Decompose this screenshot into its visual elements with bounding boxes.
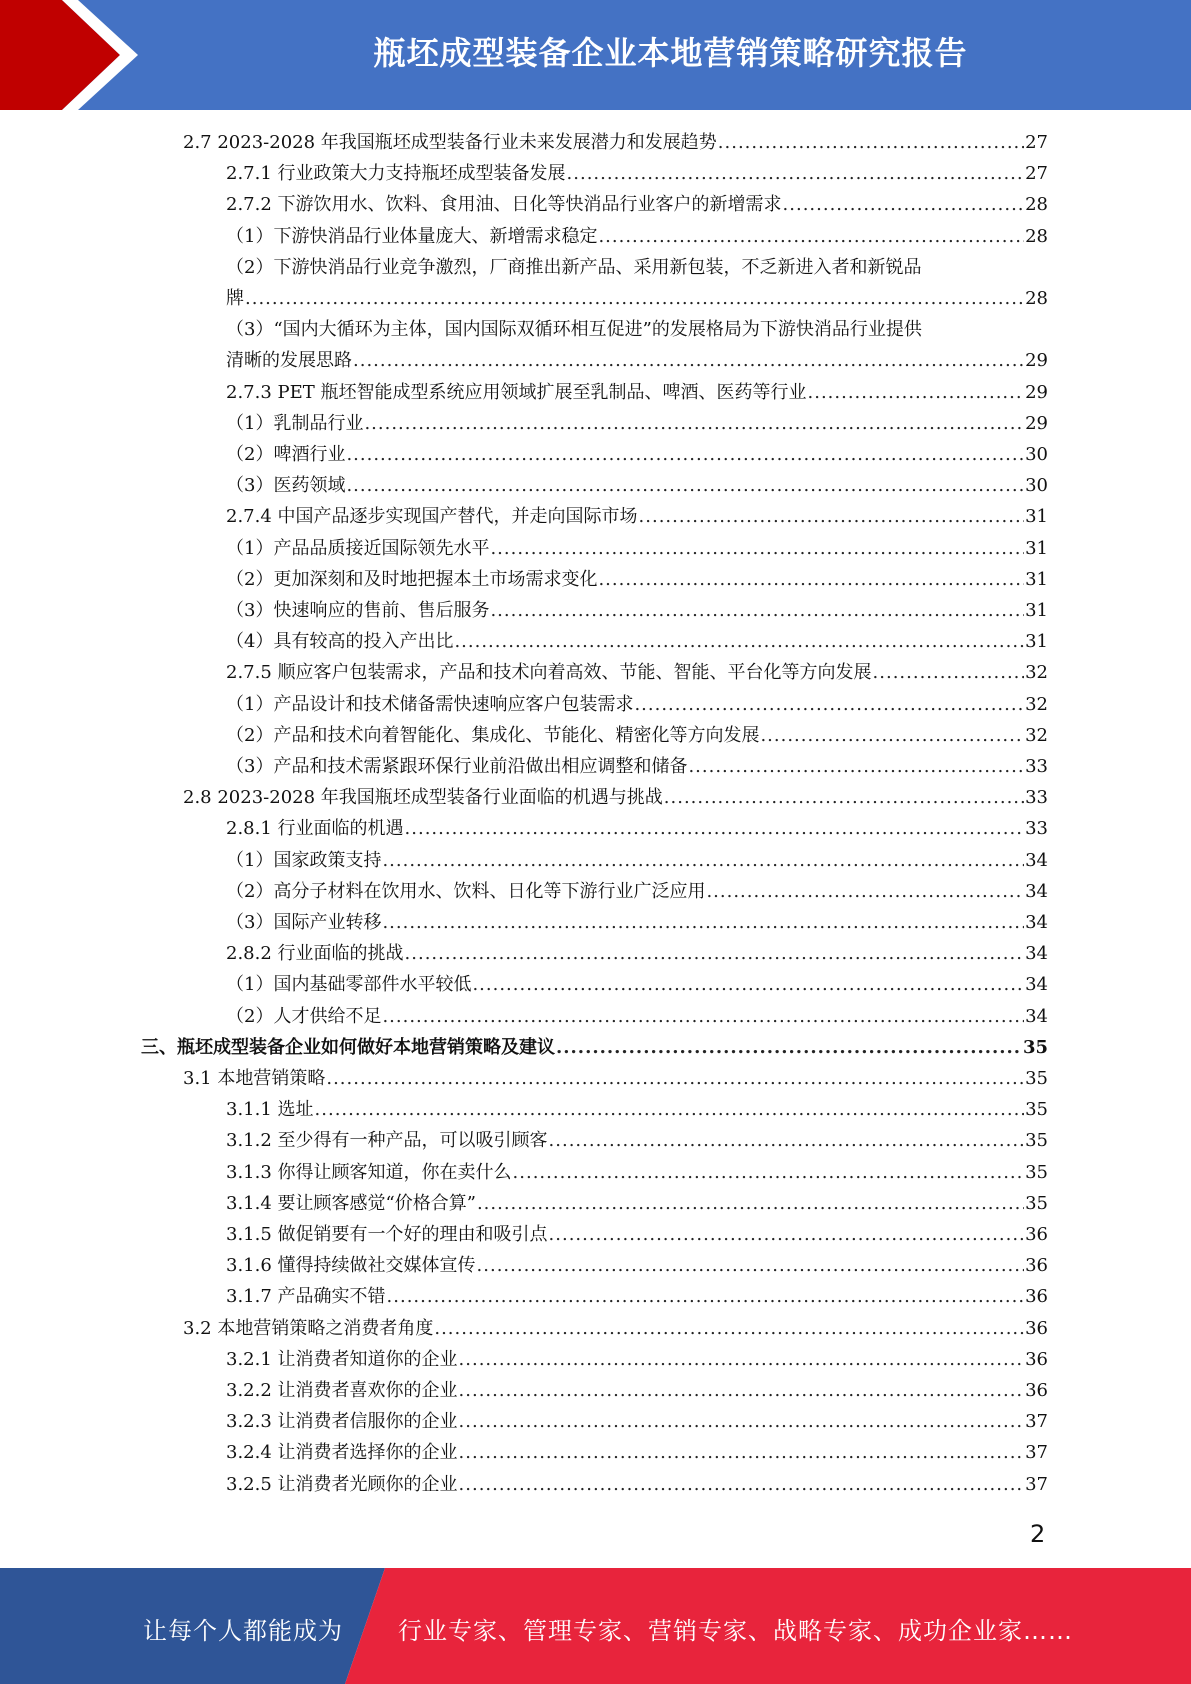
toc-entry-text: （1）乳制品行业 xyxy=(226,412,364,434)
toc-entry[interactable] xyxy=(226,876,1048,907)
toc-entry[interactable] xyxy=(226,470,1048,501)
toc-leader-dots xyxy=(459,1469,1025,1500)
toc-leader-dots xyxy=(382,845,1024,876)
toc-leader-dots xyxy=(639,501,1025,532)
page-number: 2 xyxy=(1030,1520,1046,1548)
toc-entry-text: 2.7.4 中国产品逐步实现国产替代，并走向国际市场 xyxy=(226,506,638,528)
toc-entry[interactable] xyxy=(226,626,1048,657)
toc-page-number: 30 xyxy=(1025,475,1048,497)
toc-entry[interactable] xyxy=(226,189,1048,220)
toc-page-number: 28 xyxy=(1025,288,1048,309)
toc-entry-text: 3.1.5 做促销要有一个好的理由和吸引点 xyxy=(226,1224,548,1245)
toc-leader-dots xyxy=(477,1250,1025,1281)
toc-entry[interactable] xyxy=(226,1469,1048,1500)
toc-leader-dots xyxy=(664,782,1024,813)
toc-leader-dots xyxy=(382,1001,1024,1032)
toc-entry-text: （2）高分子材料在饮用水、饮料、日化等下游行业广泛应用 xyxy=(226,880,706,902)
toc-page-number: 36 xyxy=(1025,1348,1048,1370)
toc-entry-text: 2.8 2023-2028 年我国瓶坯成型装备行业面临的机遇与挑战 xyxy=(183,787,663,809)
toc-page-number: 28 xyxy=(1025,194,1048,216)
toc-leader-dots xyxy=(477,1188,1024,1219)
toc-leader-dots xyxy=(549,1125,1025,1156)
toc-entry-text: 3.1.7 产品确实不错 xyxy=(226,1286,386,1308)
toc-entry-text: （1）国内基础零部件水平较低 xyxy=(226,974,472,996)
toc-entry[interactable] xyxy=(226,907,1048,938)
toc-page-number: 37 xyxy=(1025,1411,1048,1433)
toc-leader-dots xyxy=(405,813,1025,844)
toc-page-number: 34 xyxy=(1025,974,1048,996)
toc-entry-text: 2.7 2023-2028 年我国瓶坯成型装备行业未来发展潜力和发展趋势 xyxy=(183,132,717,153)
toc-page-number: 35 xyxy=(1025,1099,1048,1121)
toc-page-number: 35 xyxy=(1025,1161,1048,1183)
toc-leader-dots xyxy=(353,345,1024,376)
toc-page-number: 27 xyxy=(1025,132,1048,153)
toc-page-number: 31 xyxy=(1025,506,1048,528)
toc-page-number: 29 xyxy=(1025,350,1048,372)
toc-entry-text: （3）产品和技术需紧跟环保行业前沿做出相应调整和储备 xyxy=(226,756,688,777)
toc-entry-text: 3.2.2 让消费者喜欢你的企业 xyxy=(226,1380,458,1401)
toc-entry-text: 2.7.2 下游饮用水、饮料、食用油、日化等快消品行业客户的新增需求 xyxy=(226,194,782,216)
toc-page-number: 33 xyxy=(1025,756,1048,777)
toc-entry-text: 2.8.1 行业面临的机遇 xyxy=(226,818,404,840)
toc-entry[interactable] xyxy=(226,345,1048,376)
toc-entry-text: 2.7.3 PET 瓶坯智能成型系统应用领域扩展至乳制品、啤酒、医药等行业 xyxy=(226,381,807,403)
toc-entry[interactable] xyxy=(226,283,1048,314)
toc-leader-dots xyxy=(490,533,1024,564)
toc-leader-dots xyxy=(598,221,1024,252)
toc-entry-text: 3.1.4 要让顾客感觉“价格合算” xyxy=(226,1192,476,1214)
toc-entry[interactable] xyxy=(226,1250,1048,1281)
toc-entry-text: 3.1.1 选址 xyxy=(226,1099,314,1121)
toc-entry[interactable] xyxy=(226,533,1048,564)
toc-entry-text: （1）国家政策支持 xyxy=(226,849,382,871)
toc-entry[interactable] xyxy=(226,1375,1048,1406)
toc-page-number: 34 xyxy=(1025,849,1048,871)
toc-entry[interactable] xyxy=(226,1406,1048,1437)
toc-entry-text: 3.1.3 你得让顾客知道，你在卖什么 xyxy=(226,1161,512,1183)
toc-entry[interactable] xyxy=(226,439,1048,470)
toc-page-number: 31 xyxy=(1025,600,1048,621)
toc-entry-text[interactable]: （3）“国内大循环为主体，国内国际双循环相互促进”的发展格局为下游快消品行业提供 xyxy=(226,319,922,341)
toc-leader-dots xyxy=(459,1375,1025,1406)
toc-leader-dots xyxy=(346,470,1024,501)
toc-page-number: 36 xyxy=(1025,1380,1048,1401)
toc-leader-dots xyxy=(549,1219,1025,1250)
toc-leader-dots xyxy=(873,657,1025,688)
toc-leader-dots xyxy=(598,564,1024,595)
toc-entry-text: 3.2.4 让消费者选择你的企业 xyxy=(226,1442,458,1464)
toc-entry-text: （4）具有较高的投入产出比 xyxy=(226,631,454,653)
toc-page-number: 36 xyxy=(1025,1317,1048,1339)
toc-entry[interactable] xyxy=(226,377,1048,408)
toc-leader-dots xyxy=(364,408,1024,439)
toc-page-number: 37 xyxy=(1025,1442,1048,1464)
toc-entry[interactable] xyxy=(226,845,1048,876)
toc-entry-text: 3.1 本地营销策略 xyxy=(183,1068,326,1089)
toc-entry[interactable] xyxy=(226,1281,1048,1312)
toc-leader-dots xyxy=(434,1313,1024,1344)
toc-entry-text: 3.2.3 让消费者信服你的企业 xyxy=(226,1411,458,1433)
toc-entry[interactable] xyxy=(183,127,1048,158)
toc-leader-dots xyxy=(760,720,1024,751)
toc-leader-dots xyxy=(706,876,1024,907)
toc-page-number: 34 xyxy=(1025,912,1048,933)
toc-leader-dots xyxy=(459,1437,1025,1468)
toc-page-number: 31 xyxy=(1025,537,1048,559)
toc-page-number: 30 xyxy=(1025,444,1048,465)
report-title: 瓶坯成型装备企业本地营销策略研究报告 xyxy=(373,34,968,72)
toc-entry-text: （2）更加深刻和及时地把握本土市场需求变化 xyxy=(226,568,598,590)
toc-entry[interactable] xyxy=(226,1125,1048,1156)
toc-entry[interactable] xyxy=(226,408,1048,439)
toc-leader-dots xyxy=(490,595,1024,626)
toc-entry[interactable] xyxy=(226,501,1048,532)
toc-entry-text: 2.8.2 行业面临的挑战 xyxy=(226,943,404,965)
toc-entry[interactable] xyxy=(183,782,1048,813)
toc-leader-dots xyxy=(513,1157,1025,1188)
toc-page-number: 34 xyxy=(1025,943,1048,965)
toc-page-number: 36 xyxy=(1025,1224,1048,1245)
toc-leader-dots xyxy=(718,127,1024,158)
toc-entry[interactable] xyxy=(226,1157,1048,1188)
page-header xyxy=(0,0,1191,110)
toc-page-number: 29 xyxy=(1025,412,1048,434)
toc-leader-dots xyxy=(783,189,1025,220)
footer-slogan-left: 让每个人都能成为 xyxy=(143,1617,343,1645)
toc-entry-text: （3）国际产业转移 xyxy=(226,912,382,933)
toc-leader-dots xyxy=(459,1344,1025,1375)
toc-entry[interactable] xyxy=(226,689,1048,720)
toc-page-number: 33 xyxy=(1025,818,1048,840)
toc-chapter-entry[interactable] xyxy=(141,1032,1048,1063)
toc-entry-text[interactable]: （2）下游快消品行业竞争激烈，厂商推出新产品、采用新包装，不乏新进入者和新锐品 xyxy=(226,256,922,278)
toc-entry[interactable] xyxy=(226,221,1048,252)
toc-entry-text: 3.1.2 至少得有一种产品，可以吸引顾客 xyxy=(226,1130,548,1152)
toc-entry-text: 2.7.1 行业政策大力支持瓶坯成型装备发展 xyxy=(226,163,566,185)
toc-entry[interactable] xyxy=(226,938,1048,969)
toc-entry[interactable] xyxy=(226,595,1048,626)
toc-entry[interactable] xyxy=(183,1313,1048,1344)
page-footer xyxy=(0,1568,1191,1684)
toc-entry[interactable] xyxy=(183,1063,1048,1094)
toc-page-number: 35 xyxy=(1025,1130,1048,1152)
toc-entry[interactable] xyxy=(226,813,1048,844)
toc-entry-text: 牌 xyxy=(226,288,244,309)
toc-page-number: 37 xyxy=(1025,1473,1048,1495)
toc-entry-text: （3）快速响应的售前、售后服务 xyxy=(226,600,490,621)
toc-page-number: 27 xyxy=(1025,163,1048,185)
toc-entry-text: （1）产品设计和技术储备需快速响应客户包装需求 xyxy=(226,693,634,715)
toc-entry-text: （2）产品和技术向着智能化、集成化、节能化、精密化等方向发展 xyxy=(226,724,760,746)
toc-page-number: 32 xyxy=(1025,724,1048,746)
toc-entry-text: 3.1.6 懂得持续做社交媒体宣传 xyxy=(226,1255,476,1277)
toc-entry[interactable] xyxy=(226,720,1048,751)
toc-leader-dots xyxy=(556,1032,1022,1063)
toc-entry-text: （3）医药领域 xyxy=(226,475,346,497)
toc-entry-text: （1）下游快消品行业体量庞大、新增需求稳定 xyxy=(226,225,598,247)
toc-entry-text: （1）产品品质接近国际领先水平 xyxy=(226,537,490,559)
toc-page-number: 32 xyxy=(1025,662,1048,684)
toc-leader-dots xyxy=(387,1281,1025,1312)
toc-leader-dots xyxy=(634,689,1024,720)
toc-leader-dots xyxy=(405,938,1025,969)
footer-slogan-right: 行业专家、管理专家、营销专家、战略专家、成功企业家…… xyxy=(398,1617,1073,1645)
toc-entry[interactable] xyxy=(226,1094,1048,1125)
toc-leader-dots xyxy=(808,377,1025,408)
toc-entry[interactable] xyxy=(226,158,1048,189)
toc-leader-dots xyxy=(245,283,1024,314)
toc-page-number: 35 xyxy=(1025,1192,1048,1214)
toc-entry[interactable] xyxy=(226,1188,1048,1219)
toc-leader-dots xyxy=(688,751,1024,782)
toc-entry[interactable] xyxy=(226,1001,1048,1032)
toc-entry[interactable] xyxy=(226,969,1048,1000)
toc-leader-dots xyxy=(472,969,1024,1000)
toc-page-number: 35 xyxy=(1022,1036,1048,1058)
toc-page-number: 36 xyxy=(1025,1286,1048,1308)
toc-page-number: 33 xyxy=(1025,787,1048,809)
toc-leader-dots xyxy=(382,907,1024,938)
toc-leader-dots xyxy=(346,439,1024,470)
toc-entry[interactable] xyxy=(226,657,1048,688)
toc-page-number: 29 xyxy=(1025,381,1048,403)
toc-entry-text: 清晰的发展思路 xyxy=(226,350,352,372)
toc-page-number: 32 xyxy=(1025,693,1048,715)
toc-entry[interactable] xyxy=(226,1437,1048,1468)
toc-leader-dots xyxy=(326,1063,1024,1094)
toc-page-number: 28 xyxy=(1025,225,1048,247)
toc-entry-text: 3.2.5 让消费者光顾你的企业 xyxy=(226,1473,458,1495)
toc-entry[interactable] xyxy=(226,564,1048,595)
toc-entry[interactable] xyxy=(226,1344,1048,1375)
toc-page-number: 36 xyxy=(1025,1255,1048,1277)
toc-entry[interactable] xyxy=(226,751,1048,782)
toc-leader-dots xyxy=(459,1406,1025,1437)
toc-page-number: 35 xyxy=(1025,1068,1048,1089)
toc-entry-text: 2.7.5 顺应客户包装需求，产品和技术向着高效、节能、智能、平台化等方向发展 xyxy=(226,662,872,684)
toc-leader-dots xyxy=(315,1094,1025,1125)
toc-page-number: 31 xyxy=(1025,568,1048,590)
toc-entry-text: （2）人才供给不足 xyxy=(226,1005,382,1027)
toc-entry-text: 三、瓶坯成型装备企业如何做好本地营销策略及建议 xyxy=(141,1036,555,1058)
toc-leader-dots xyxy=(567,158,1025,189)
toc-entry-text: 3.2.1 让消费者知道你的企业 xyxy=(226,1348,458,1370)
toc-page-number: 31 xyxy=(1025,631,1048,653)
toc-leader-dots xyxy=(454,626,1024,657)
toc-page-number: 34 xyxy=(1025,1005,1048,1027)
toc-entry-text: 3.2 本地营销策略之消费者角度 xyxy=(183,1317,434,1339)
toc-page-number: 34 xyxy=(1025,880,1048,902)
toc-entry[interactable] xyxy=(226,1219,1048,1250)
toc-entry-text: （2）啤酒行业 xyxy=(226,444,346,465)
